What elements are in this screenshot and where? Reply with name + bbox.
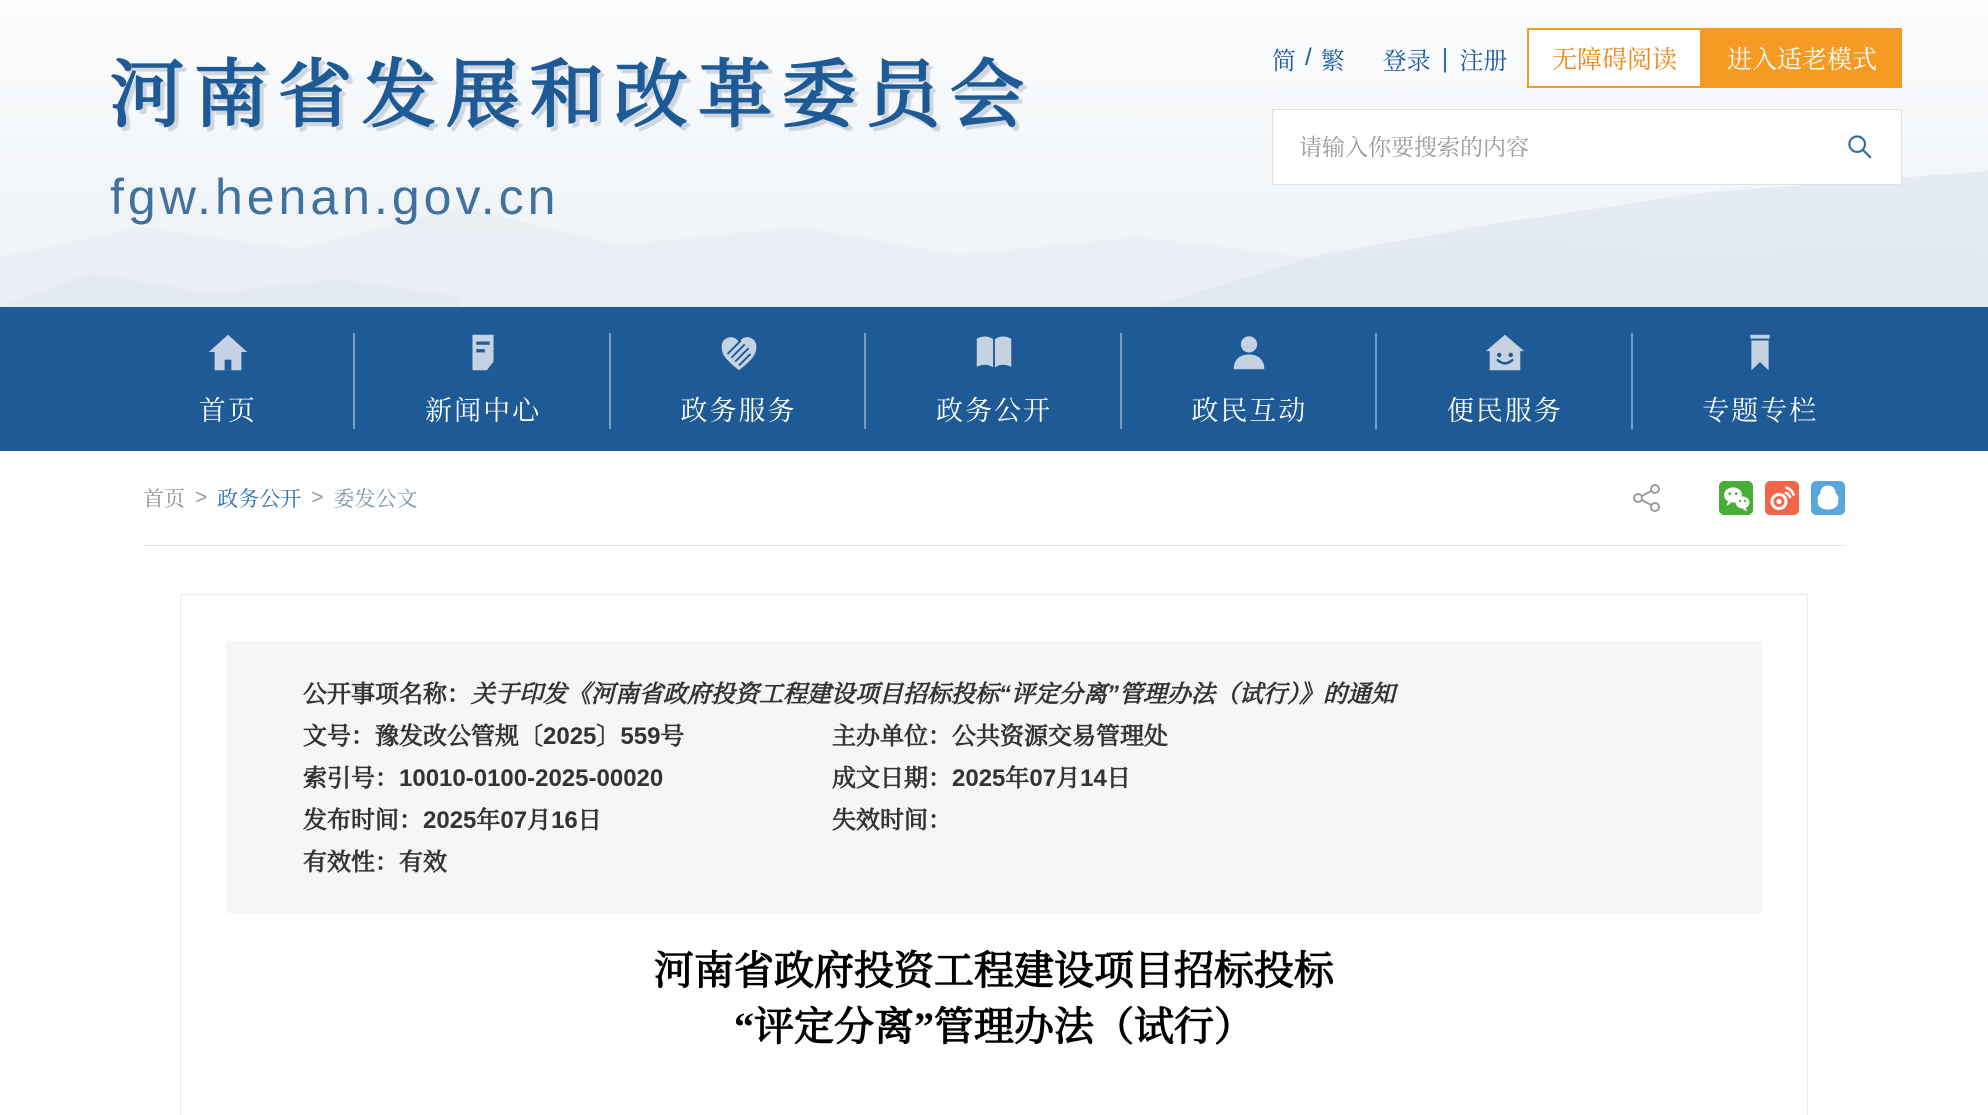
nav-label: 专题专栏 [1702, 396, 1819, 426]
publish-time-value: 2025年07月16日 [423, 807, 602, 834]
auth-group [1383, 41, 1508, 76]
article-title [226, 943, 1762, 1055]
lang-simplified-link[interactable]: 简 [1272, 47, 1296, 75]
utility-row [1272, 28, 1902, 88]
interaction-icon [1226, 330, 1272, 376]
breadcrumb-separator: > [195, 486, 208, 509]
openinfo-icon [971, 330, 1017, 376]
nav-label: 便民服务 [1446, 396, 1563, 426]
mode-buttons [1527, 28, 1902, 88]
site-logo-title[interactable]: 河南省发展和改革委员会 [110, 53, 1034, 136]
search-box [1272, 109, 1902, 185]
nav-label: 新闻中心 [425, 396, 542, 426]
info-row-name [226, 674, 1762, 716]
info-row [226, 758, 1762, 800]
site-header [0, 0, 1988, 307]
auth-separator: | [1441, 42, 1449, 73]
nav-item-home[interactable] [100, 307, 355, 451]
breadcrumb [143, 483, 418, 513]
breadcrumb-current: 委发公文 [333, 488, 418, 511]
lang-traditional-link[interactable]: 繁 [1320, 47, 1345, 75]
lang-separator: / [1305, 44, 1312, 71]
news-icon [460, 330, 506, 376]
index-number-value: 10010-0100-2025-00020 [399, 765, 664, 792]
brand-block [110, 36, 1034, 226]
search-icon[interactable] [1843, 130, 1877, 164]
elder-mode-button[interactable]: 进入适老模式 [1702, 28, 1902, 88]
nav-label: 首页 [198, 396, 257, 426]
breadcrumb-separator: > [311, 486, 324, 509]
breadcrumb-open-government[interactable]: 政务公开 [217, 488, 302, 511]
nav-item-interaction[interactable] [1122, 307, 1377, 451]
document-info-box [226, 641, 1762, 913]
info-name-label: 公开事项名称： [303, 681, 471, 708]
info-row [226, 842, 1762, 884]
search-input[interactable] [1297, 133, 1843, 162]
service-icon [716, 330, 762, 376]
register-link[interactable]: 注册 [1459, 47, 1508, 75]
site-domain: fgw.henan.gov.cn [110, 169, 560, 225]
host-unit-label: 主办单位： [832, 723, 952, 750]
doc-number-label: 文号： [303, 723, 375, 750]
expiry-time-label: 失效时间： [832, 807, 952, 834]
info-row [226, 800, 1762, 842]
nav-item-services[interactable] [611, 307, 866, 451]
article-card [180, 594, 1808, 1115]
wechat-icon[interactable] [1719, 481, 1753, 515]
validity-label: 有效性： [303, 849, 399, 876]
qq-icon[interactable] [1811, 481, 1845, 515]
nav-label: 政务公开 [935, 396, 1052, 426]
special-icon [1737, 330, 1783, 376]
info-name-value: 关于印发《河南省政府投资工程建设项目招标投标“评定分离”管理办法（试行）》的通知 [471, 681, 1395, 708]
login-link[interactable]: 登录 [1382, 47, 1431, 75]
share-icon[interactable] [1631, 482, 1663, 514]
header-right [1272, 28, 1902, 185]
nav-label: 政民互动 [1191, 396, 1308, 426]
accessibility-reading-button[interactable]: 无障碍阅读 [1527, 28, 1702, 88]
home-icon [205, 330, 251, 376]
article-title-line1: 河南省政府投资工程建设项目招标投标 [654, 948, 1334, 993]
index-number-label: 索引号： [303, 765, 399, 792]
nav-item-special-topics[interactable] [1633, 307, 1888, 451]
convenience-icon [1482, 330, 1528, 376]
weibo-icon[interactable] [1765, 481, 1799, 515]
share-tools [1631, 481, 1845, 515]
article-title-line2: “评定分离”管理办法（试行） [734, 1004, 1254, 1049]
main-nav [0, 307, 1988, 451]
validity-value: 有效 [399, 849, 447, 876]
issue-date-label: 成文日期： [832, 765, 952, 792]
nav-label: 政务服务 [680, 396, 797, 426]
info-row [226, 716, 1762, 758]
nav-item-news[interactable] [355, 307, 610, 451]
issue-date-value: 2025年07月14日 [952, 765, 1131, 792]
host-unit-value: 公共资源交易管理处 [952, 723, 1168, 750]
nav-item-open-government[interactable] [866, 307, 1121, 451]
breadcrumb-home[interactable]: 首页 [143, 488, 185, 511]
breadcrumb-row [143, 451, 1845, 546]
doc-number-value: 豫发改公管规〔2025〕559号 [375, 723, 685, 750]
publish-time-label: 发布时间： [303, 807, 423, 834]
nav-item-convenience[interactable] [1377, 307, 1632, 451]
